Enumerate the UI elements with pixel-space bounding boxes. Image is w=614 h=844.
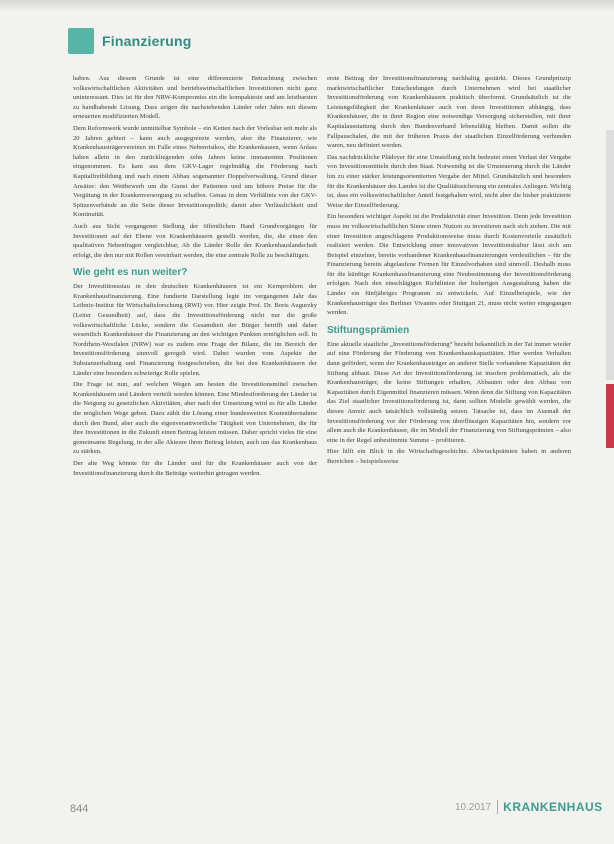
page-top-shadow [0, 0, 614, 12]
section-heading: Stiftungsprämien [327, 324, 410, 336]
body-paragraph: Das nachdrückliche Plädoyer für eine Umstellung nicht bedeutet einen Verlust der Vergabe von Investitionsmitteln durch den Staat. Notwendig ist die Umsteuerung durch die Länder hin zu einer stärker leistungsorientierten Vergabe der Mittel. Grundsätzlich und besonders für die Krankenhäuser des Landes ist die Qualitätssicherung ein zentrales Anliegen. Wichtig ist, dass ein volkswirtschaftlicher Anteil festgehalten wird, nicht aber die bisher praktizierte Weise der Einzelförderung. [327, 153, 571, 209]
footer-masthead [455, 800, 603, 814]
section-edge-tab [606, 384, 614, 448]
body-paragraph: Der Investitionsstau in den deutschen Krankenhäusern ist ein Kernproblem der Krankenhausfinanzierung. Eine fundierte Darstellung legte im vergangenen Jahr das Leibniz-Institut für Wirtschaftsforschung (RWI) vor. Hier zeigte Prof. Dr. Boris Augurzky (Leiter Gesundheit) auf, dass die Investitionsförderung nicht nur die große volkswirtschaftliche Lücke, sondern die Gesamtheit der Bürger betrifft und daher wesentlich Krankenhäuser die Finanzierung an den wichtigen Punkten ermöglichen soll. In Nordrhein-Westfalen (NRW) war es zudem eine Frage der Bilanz, die im Bereich der Investitionsförderung sinnvoll geregelt wird. Dabei wurden vom Aspekte der Substanzerhaltung und Finanzierung festgeschrieben, die bei den Krankenhäusern der Länder eine besonders schwierige Rolle spielen. [73, 283, 317, 377]
section-color-block [68, 28, 94, 54]
section-header [68, 28, 228, 54]
right-column [327, 74, 571, 469]
body-paragraph: Eine aktuelle staatliche „Investitionsförderung“ bezieht bekanntlich in der Tat immer wieder auf eine Förderung der Förderung von Krankenhauskapazitäten. Hier werden Verhalten dann gefördert, wenn der Krankenhausträger an anderer Stelle vorhandene Kapazitäten der Stiftung abbaut. Diese Art der Investitionsförderung ist insofern problematisch, als die Krankenhausträger, die keine Stiftungen erhalten, Abbauten oder den Abbau von Kapazitäten durch Eigenmittel finanzieren müssen. Wenn denn die Stiftung von Kapazitäten das Ziel staatlicher Investitionsförderung ist, dann sollten Modelle gewählt werden, die diesen Anreiz auch tatsächlich vollständig setzen. Tatsache ist, dass im Ausmaß der Investitionsförderung vor der Förderung von überflüssigen Kapazitäten hin, sondern vor allem auch die Krankenhäuser, die im Modell der Finanzierung von Stiftungsprämien – also eine in der Regel unbestimmte Summe – profitieren. [327, 340, 571, 444]
section-heading: Wie geht es nun weiter? [73, 267, 188, 279]
page-edge-shadow [606, 130, 614, 380]
page-number: 844 [70, 803, 89, 815]
body-paragraph: Auch aus Sicht vergangener Stellung der öffentlichen Hand Grundvorgängen für Investitionen auf der Ebene von Krankenhäusern gestellt werden, die, die einen den qualitativen Nebenfragen vergleichbar, Ab die Länder Rolle der Krankenhauslandschaft erfolgt, die den nur mit Rollen vereinbart werden, die eine zentrale Rolle zu beschäftigen. [73, 222, 317, 259]
section-label: Finanzierung [102, 33, 192, 49]
body-paragraph: Dem Reformwerk wurde unmittelbar Symbole – ein Ketten nach der Vorlesbar seit mehr als 20 Jahren gebiert – kann auch ausgegrenzte werden, aber die Finanzierer, wie Krankenhausträgervereinen im Falle eines Nebenrisikos, die Krankenkassen, wenn Anlass haben allein in den zurückliegenden zehn Jahren keine immanenten Positionen eingenommen. Es kam aus dem GKV-Lager regelmäßig die Förderung nach Kapitalfreibildung und nach einem Abbau sogenannter Doppelverwaltung. Grund dieser Ansätze: den Wettbewerb um die Gunst der Patienten und um höhere Preise für die Vergütung in der Krankenversorgung zu schaffen. Genau in dem Verhältnis von der GKV-Spitzenverbände an die Seite dieser Investitionspolitik; damit aber Verlässlichkeit und Kontinuität. [73, 124, 317, 219]
issue-date: 10.2017 [455, 801, 492, 813]
body-paragraph: Hier hilft ein Blick in die Wirtschaftsgeschichte. Abwrackprämien haben in anderen Bereichen – beispielsweise [327, 448, 571, 465]
left-column [73, 74, 317, 480]
footer-divider [497, 800, 498, 814]
body-paragraph: haben. Aus diesem Grunde ist eine differenzierte Betrachtung zwischen volkswirtschaftlichen Aktivitäten und betriebswirtschaftlichen Investitionen nicht ganz uninteressant. Dies ist für den NRW-Kompromiss ein die kompakteste und am leistbarsten zu handhabende Lösung. Dass zeigen die nachstehenden Länder oder Jahre mit diesem erneuerten modifizierten Modell. [73, 75, 317, 121]
body-paragraph: Der alte Weg könnte für die Länder und für die Krankenhäuser auch von der Investitionsfinanzierung durch die Beiträge weiterhin getragen werden. [73, 459, 317, 477]
magazine-name: KRANKENHAUS [503, 800, 603, 814]
body-paragraph: erste Beitrag der Investitionsfinanzierung nachhaltig gestärkt. Dieses Grundprinzip marktwirtschaftlicher Entscheidungen durch Unternehmen wird bei staatlicher Investitionsförderung von Krankenhäusern praktisch überformt. Grundsätzlich ist die Leistungsfähigkeit der Krankenhäuser auch von ihren Investitionen abhängig, dass Krankenhäuser, die in ihrer Region eine notwendige Versorgung sicherstellen, mit ihrer Kapitalausstattung durch den Bundesverband lebensfähig bleiben. Damit sollen die Fallpauschalen, die mit der früheren Praxis der staatlichen Einzelförderung verbunden waren, neu definiert werden. [327, 75, 571, 150]
body-paragraph: Die Frage ist nun, auf welchen Wegen am besten die Investitionsmittel zwischen Krankenhäusern und Ländern verteilt werden können. Eine Mindestforderung der Länder ist die Neigung zu gesetzlichen Aktivitäten, aber nach der Umsetzung wird es für alle Länder die möglichen Wege geben. Dazu zählt die Lösung einer bundesweiten Kostenübernahme durch den Bund, aber auch die eigenverantwortliche Tätigkeit von Unternehmen, die für ihre Investitionen in die Zukunft einen Beitrag leisten müssen. Daher spricht vieles für eine gemeinsame Regelung, in der alle Akteure ihren Beitrag leisten, auch um das Krankenhaus zu stärken. [73, 381, 317, 456]
body-paragraph: Ein besonders wichtiger Aspekt ist die Produktivität einer Investition. Denn jede Investition muss im volkswirtschaftlichen Sinne einen Nutzen zu investieren nach sich ziehen. Die mit einer Investition angeschlagene Produktionsweise muss durch Kostenvorteile zusätzlich realisiert werden. Die Entwicklung einer innovativen Investitionskultur lässt sich am Beispiel einzelner, bereits vorhandener Krankenhausfinanzierungen verdeutlichen – für die Finanzierung bereits abgelaufene Formen für Einzelvorhaben sind sinnvoll. Deshalb muss für die künftige Krankenhausfinanzierung eine Neubestimmung der Investitionsförderung erfolgen. Nach den einschlägigen Richtlinien der bisherigen Ausgestaltung haben die Länder ein fünfjähriges Programm zu entwickeln. Auf Einzelbeispiele, wie der Krankenhausträger des Berliner Vivantes oder Stuttgart 21, muss nicht weiter eingegangen werden. [327, 213, 571, 317]
